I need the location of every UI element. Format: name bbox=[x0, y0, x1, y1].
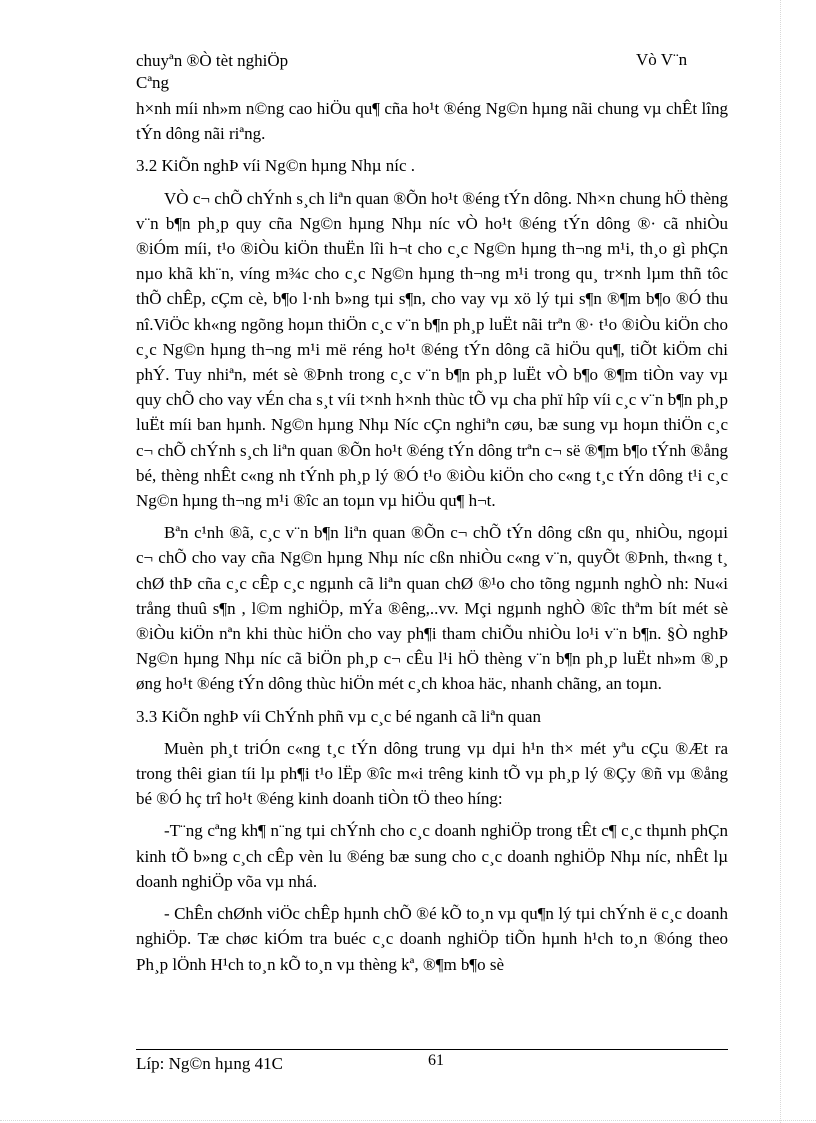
body-paragraph: Bªn c¹nh ®ã, c¸c v¨n b¶n liªn quan ®Õn c¬ chÕ tÝn dông cßn qu¸ nhiÒu, ngoµi c¬ chÕ cho vay cña Ng©n hµng Nhµ níc cßn nhiÒu c«ng v¨n, quyÕt ®Þnh, th«ng t¸ chØ thÞ cña c¸c cÊp c¸c ngµnh cã liªn quan chØ ®¹o cho tõng ngµnh nghÒ nh: Nu«i trång thuû s¶n , l©m nghiÖp, mÝa ®êng,..vv. Mçi ngµnh nghÒ ®îc thªm bít mét sè ®iÒu kiÖn nªn khi thùc hiÖn cho vay ph¶i tham chiÕu nhiÒu lo¹i v¨n b¶n. §Ò nghÞ Ng©n hµng Nhµ níc cã biÖn ph¸p c¬ cÊu l¹i hÖ thèng v¨n b¶n ph¸p luËt nh»m ®¸p øng ho¹t ®éng tÝn dông thùc hiÖn mét c¸ch khoa häc, nhanh chãng, an toµn. bbox=[136, 523, 728, 694]
body-text bbox=[136, 96, 728, 984]
header-topic-continuation: Cªng bbox=[136, 73, 170, 92]
footer-class-label: Líp: Ng©n hµng 41C bbox=[136, 1054, 283, 1073]
page-bottom-guide bbox=[0, 1120, 816, 1121]
body-paragraph: - ChÊn chØnh viÖc chÊp hµnh chÕ ®é kÕ to¸n vµ qu¶n lý tµi chÝnh ë c¸c doanh nghiÖp. Tæ chøc kiÓm tra buéc c¸c doanh nghiÖp tiÕn hµnh h¹ch to¸n ®óng theo Ph¸p lÖnh H¹ch to¸n kÕ to¸n vµ thèng kª, ®¶m b¶o sè bbox=[136, 904, 728, 974]
page-edge-guide bbox=[780, 0, 781, 1123]
body-paragraph: VÒ c¬ chÕ chÝnh s¸ch liªn quan ®Õn ho¹t ®éng tÝn dông. Nh×n chung hÖ thèng v¨n b¶n ph¸p quy cña Ng©n hµng Nhµ níc vÒ ho¹t ®éng tÝn dông ®· cã nhiÒu ®iÓm míi, t¹o ®iÒu kiÖn thuËn lîi h¬t cho c¸c Ng©n hµng th¬ng m¹i, th¸o gì phÇn nµo khã kh¨n, víng m¾c cho c¸c Ng©n hµng th¬ng m¹i trong qu¸ tr×nh lµm thñ tôc thÕ chÊp, cÇm cè, b¶o l·nh b»ng tµi s¶n, cho vay vµ xö lý tµi s¶n ®¶m b¶o ®Ó thu nî.ViÖc kh«ng ngõng hoµn thiÖn c¸c v¨n b¶n ph¸p luËt nãi trªn ®· t¹o ®iÒu kiÖn cho c¸c Ng©n hµng th¬ng m¹i më réng ho¹t ®éng tÝn dông cã hiÖu qu¶, tiÕt kiÖm chi phÝ. Tuy nhiªn, mét sè ®Þnh trong c¸c v¨n b¶n ph¸p luËt vÒ b¶o ®¶m tiÒn vay vµ quy chÕ cho vay vÉn cha s¸t víi t×nh h×nh thùc tÕ vµ cha phï hîp víi c¸c v¨n b¶n ph¸p luËt míi ban hµnh. Ng©n hµng Nhµ Níc cÇn nghiªn cøu, bæ sung vµ hoµn thiÖn c¸c c¬ chÕ chÝnh s¸ch liªn quan ®Õn ho¹t ®éng tÝn dông trªn c¬ së ®¶m b¶o tÝnh ®ång bé, thèng nhÊt c«ng nh tÝnh ph¸p lý ®Ó t¹o ®iÒu kiÖn cho c«ng t¸c tÝn dông t¹i c¸c Ng©n hµng th¬ng m¹i ®îc an toµn vµ hiÖu qu¶ h¬t. bbox=[136, 188, 728, 511]
body-paragraph: -T¨ng cªng kh¶ n¨ng tµi chÝnh cho c¸c doanh nghiÖp trong tÊt c¶ c¸c thµnh phÇn kinh tÕ b»ng c¸ch cÊp vèn lu ®éng bæ sung cho c¸c doanh nghiÖp Nhµ níc, nhÊt lµ doanh nghiÖp võa vµ nhá. bbox=[136, 821, 728, 891]
section-heading: 3.3 KiÕn nghÞ víi ChÝnh phñ vµ c¸c bé nganh cã liªn quan bbox=[136, 706, 541, 726]
header-author: Vò V¨n bbox=[636, 50, 688, 69]
body-paragraph: Muèn ph¸t triÓn c«ng t¸c tÝn dông trung vµ dµi h¹n th× mét yªu cÇu ®Æt ra trong thêi gian tíi lµ ph¶i t¹o lËp ®îc m«i trêng kinh tÕ vµ ph¸p lý ®Çy ®ñ vµ ®ång bé ®Ó hç trî ho¹t ®éng kinh doanh tiÒn tÖ theo híng: bbox=[136, 738, 728, 809]
body-paragraph: h×nh míi nh»m n©ng cao hiÖu qu¶ cña ho¹t ®éng Ng©n hµng nãi chung vµ chÊt lîng tÝn dông nãi riªng. bbox=[136, 99, 728, 144]
section-heading: 3.2 KiÕn nghÞ víi Ng©n hµng Nhµ níc . bbox=[136, 156, 416, 176]
footer-divider bbox=[136, 1049, 728, 1050]
header-left bbox=[136, 50, 288, 94]
header-topic: chuyªn ®Ò tèt nghiÖp bbox=[136, 51, 289, 70]
page-number: 61 bbox=[428, 1052, 444, 1069]
